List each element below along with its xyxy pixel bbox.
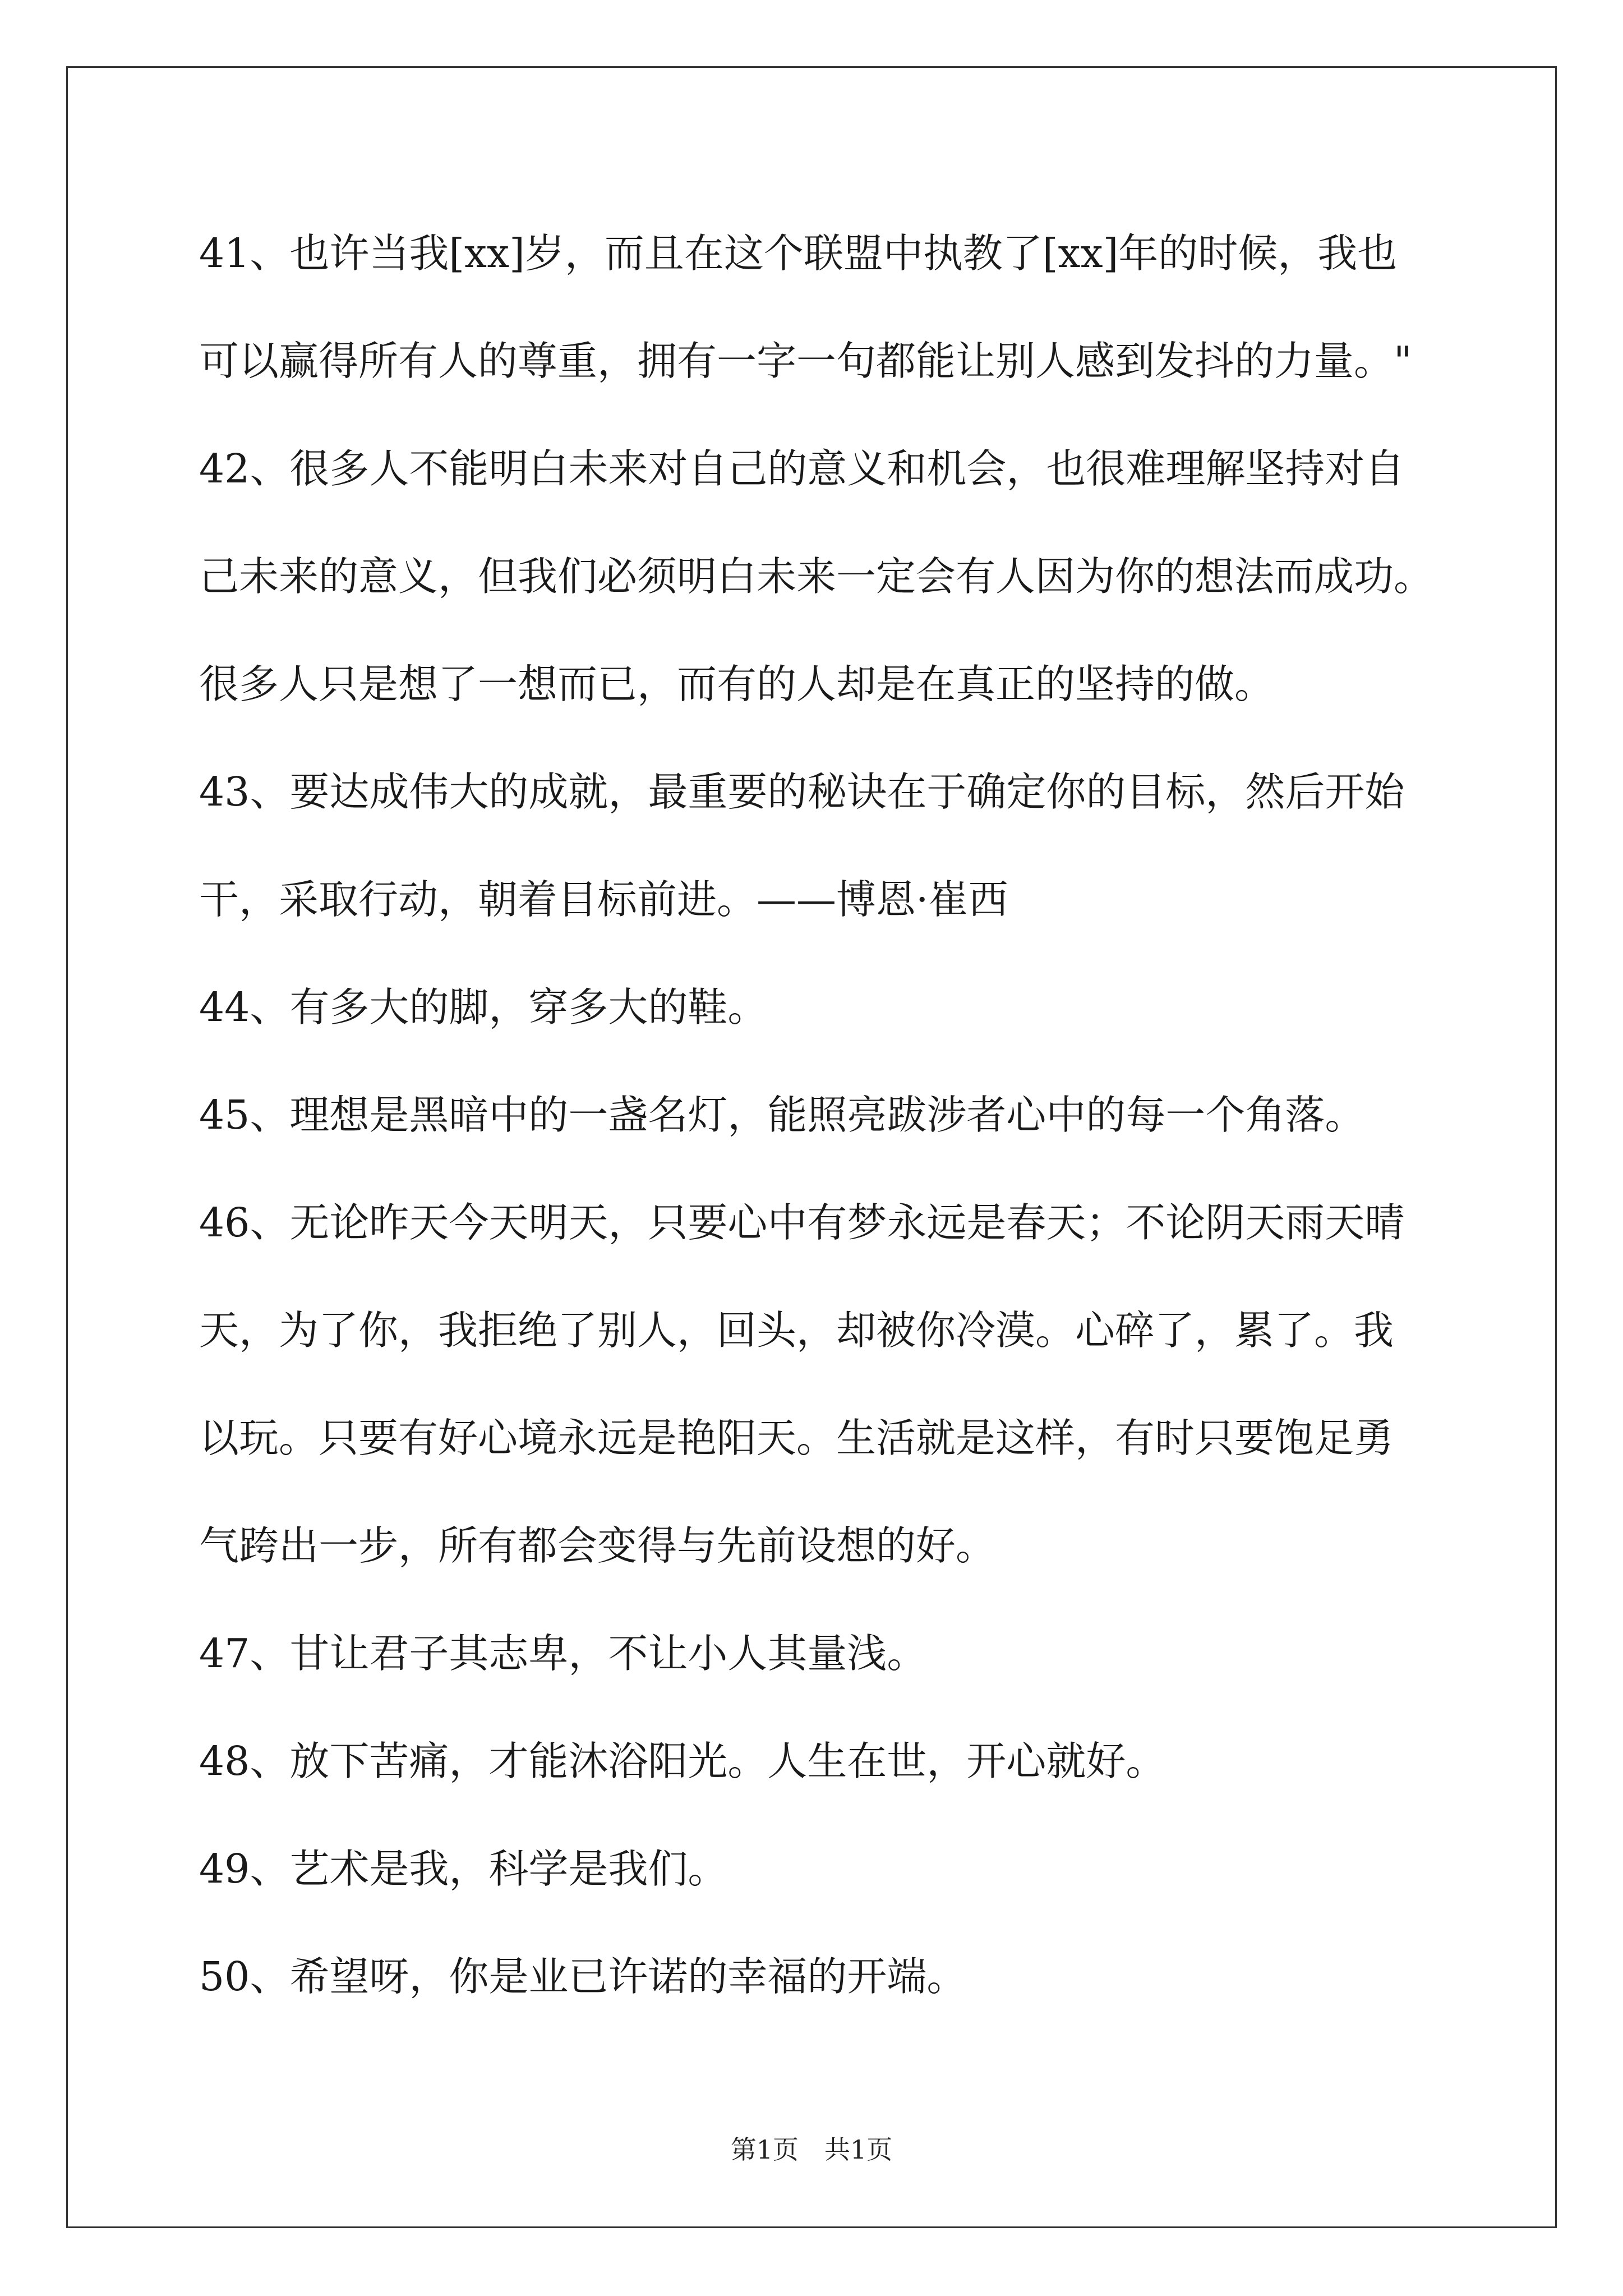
text-line: 50、希望呀，你是业已许诺的幸福的开端。 [199,1953,967,2000]
text-line: 己未来的意义，但我们必须明白未来一定会有人因为你的想法而成功。 [199,553,1434,600]
text-line: 可以赢得所有人的尊重，拥有一字一句都能让别人感到发抖的力量。" [199,338,1412,384]
text-line: 天，为了你，我拒绝了别人，回头，却被你冷漠。心碎了，累了。我 [199,1307,1394,1354]
document-body [199,220,1461,2051]
text-line: 43、要达成伟大的成就，最重要的秘诀在于确定你的目标，然后开始 [199,769,1405,815]
text-line: 46、无论昨天今天明天，只要心中有梦永远是春天；不论阴天雨天晴 [199,1199,1405,1246]
text-line: 很多人只是想了一想而已，而有的人却是在真正的坚持的做。 [199,661,1275,707]
text-line: 45、理想是黑暗中的一盏名灯，能照亮跋涉者心中的每一个角落。 [199,1092,1365,1138]
text-line: 48、放下苦痛，才能沐浴阳光。人生在世，开心就好。 [199,1738,1166,1784]
text-line: 以玩。只要有好心境永远是艳阳天。生活就是这样，有时只要饱足勇 [199,1415,1394,1461]
text-line: 44、有多大的脚，穿多大的鞋。 [199,984,768,1030]
page-number-footer: 第1页 共1页 [730,2134,893,2165]
text-line: 42、很多人不能明白未来对自己的意义和机会，也很难理解坚持对自 [199,445,1405,492]
text-line: 干，采取行动，朝着目标前进。——博恩·崔西 [199,876,1008,923]
text-line: 41、也许当我[xx]岁，而且在这个联盟中执教了[xx]年的时候，我也 [199,230,1398,277]
text-line: 气跨出一步，所有都会变得与先前设想的好。 [199,1522,996,1569]
text-line: 47、甘让君子其志卑，不让小人其量浅。 [199,1630,927,1677]
text-line: 49、艺术是我，科学是我们。 [199,1846,728,1892]
